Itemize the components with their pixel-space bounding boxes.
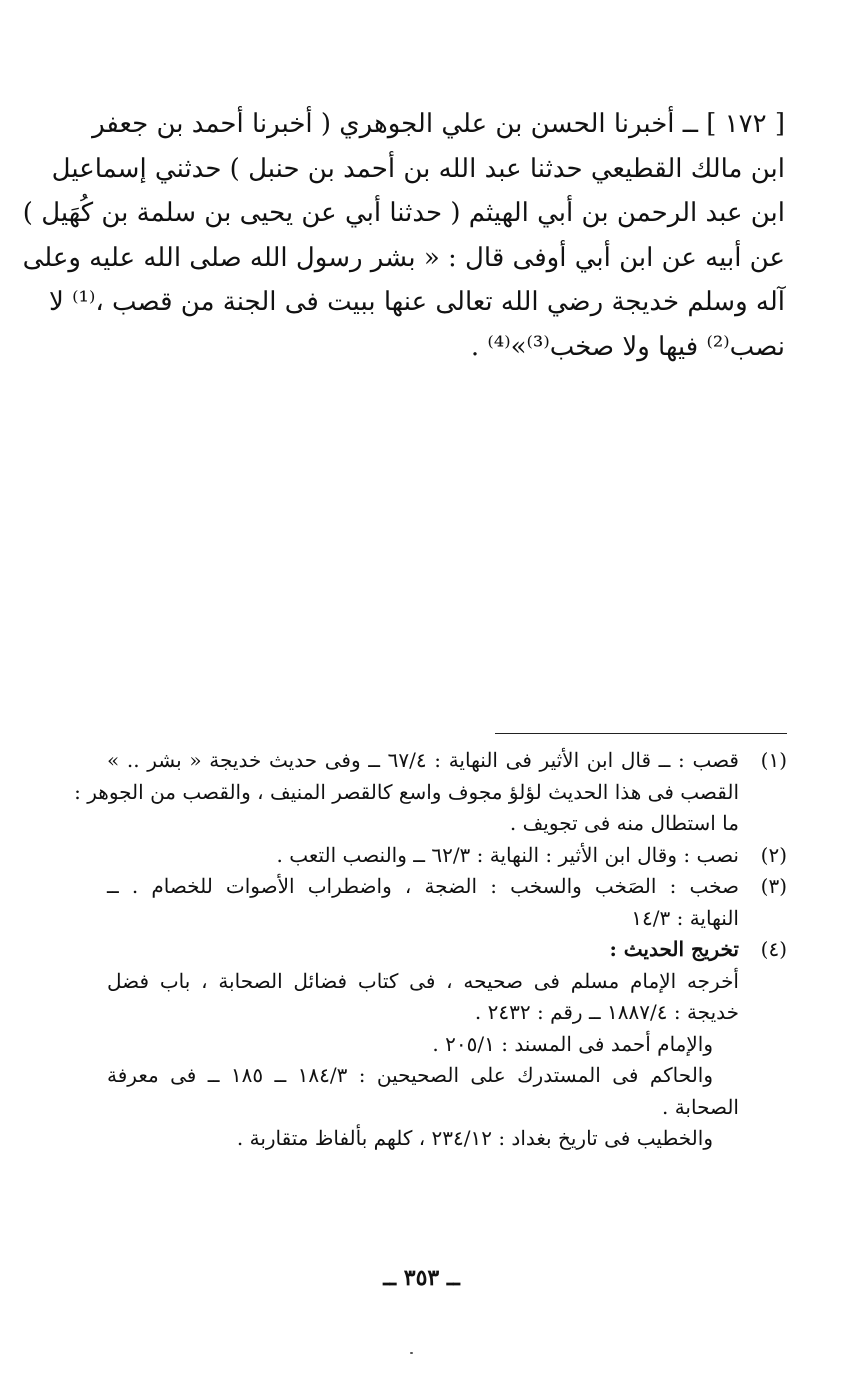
footnote-text: ما استطال منه فى تجويف . bbox=[509, 811, 739, 835]
footnote-text: والإمام أحمد فى المسند : ٢٠٥/١ . bbox=[432, 1031, 713, 1056]
page-number bbox=[0, 1265, 843, 1291]
footnotes bbox=[74, 745, 787, 1155]
footnote-text: القصب فى هذا الحديث لؤلؤ مجوف واسع كالقصر المنيف ، والقصب من الجوهر : bbox=[74, 779, 739, 804]
hadith-line: [ ١٧٢ ] ــ أخبرنا الحسن بن علي الجوهري ( أخبرنا أحمد بن جعفر bbox=[92, 109, 785, 139]
footnote-line bbox=[107, 903, 787, 935]
footnote-divider bbox=[495, 733, 787, 734]
footnote-text: الصحابة . bbox=[661, 1094, 739, 1119]
footnote-text: صخب : الصَخب والسخب : الضجة ، واضطراب الأصوات للخصام . ــ bbox=[107, 874, 739, 898]
footnote-line bbox=[107, 840, 787, 872]
footnote-line bbox=[107, 1060, 787, 1092]
footnote-text: نصب : وقال ابن الأثير : النهاية : ٦٢/٣ ــ والنصب التعب . bbox=[276, 842, 739, 867]
footnote-number: (٣) bbox=[760, 874, 787, 898]
footnote-text: والخطيب فى تاريخ بغداد : ٢٣٤/١٢ ، كلهم بألفاظ متقاربة . bbox=[236, 1126, 713, 1150]
page-number-text: ــ ٣٥٣ ــ bbox=[383, 1265, 460, 1291]
footnote-line bbox=[107, 1029, 787, 1061]
footnote-text: قصب : ــ قال ابن الأثير فى النهاية : ٦٧/٤ ــ وفى حديث خديجة « بشر .. » bbox=[107, 748, 739, 772]
footnote-line bbox=[107, 1092, 787, 1124]
footnote-text: والحاكم فى المستدرك على الصحيحين : ١٨٤/٣ ــ ١٨٥ ــ فى معرفة bbox=[107, 1063, 713, 1087]
hadith-line: ابن مالك القطيعي حدثنا عبد الله بن أحمد بن حنبل ) حدثني إسماعيل bbox=[51, 153, 785, 184]
footnote-line bbox=[107, 745, 787, 777]
hadith-line: عن أبيه عن ابن أبي أوفى قال : « بشر رسول الله صلى الله عليه وعلى bbox=[22, 242, 785, 273]
footnote-number: (١) bbox=[760, 748, 787, 772]
footnote-line bbox=[107, 966, 787, 998]
scan-speck bbox=[410, 1352, 413, 1354]
footnote-line bbox=[107, 934, 787, 966]
footnote-line bbox=[107, 871, 787, 903]
hadith-line: نصب⁽²⁾ فيها ولا صخب⁽³⁾»⁽⁴⁾ . bbox=[470, 331, 785, 362]
hadith-line: ابن عبد الرحمن بن أبي الهيثم ( حدثنا أبي عن يحيى بن سلمة بن كُهَيل ) bbox=[22, 198, 785, 229]
footnote-number: (٤) bbox=[760, 937, 787, 961]
footnote-text: النهاية : ١٤/٣ bbox=[631, 905, 739, 930]
footnote-text: خديجة : ١٨٨٧/٤ ــ رقم : ٢٤٣٢ . bbox=[474, 1000, 739, 1024]
hadith-line: آله وسلم خديجة رضي الله تعالى عنها ببيت فى الجنة من قصب ،⁽¹⁾ لا bbox=[49, 287, 785, 318]
footnote-heading: تخريج الحديث : bbox=[609, 937, 739, 961]
footnote-line bbox=[107, 808, 787, 840]
footnote-number: (٢) bbox=[760, 842, 787, 867]
footnote-line bbox=[74, 777, 787, 809]
hadith-text bbox=[22, 102, 785, 370]
footnote-line bbox=[107, 997, 787, 1029]
footnote-line bbox=[107, 1123, 787, 1155]
footnote-text: أخرجه الإمام مسلم فى صحيحه ، فى كتاب فضائل الصحابة ، باب فضل bbox=[107, 968, 739, 993]
